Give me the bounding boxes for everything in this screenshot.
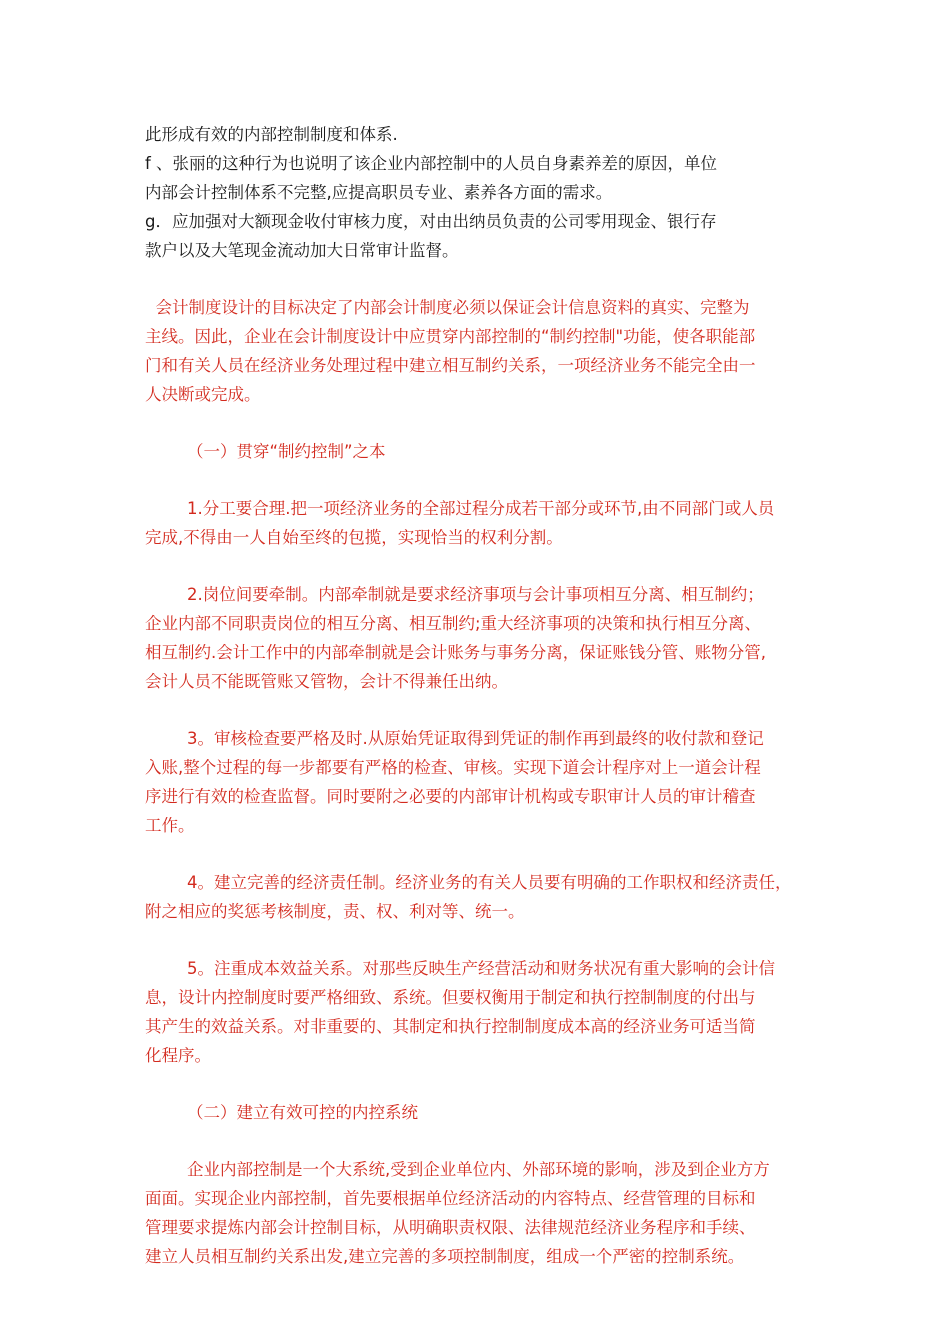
text-line: 入账,整个过程的每一步都要有严格的检查、审核。实现下道会计程序对上一道会计程 [145,758,761,777]
document-page [145,120,825,1271]
text-line: 企业内部不同职责岗位的相互分离、相互制约;重大经济事项的决策和执行相互分离、 [145,614,762,633]
paragraph-item-4 [145,868,825,926]
paragraph-design-goal [145,293,825,409]
paragraph-system [145,1155,825,1271]
text-line: 其产生的效益关系。对非重要的、其制定和执行控制制度成本高的经济业务可适当简 [145,1017,756,1036]
text-line: 附之相应的奖惩考核制度，责、权、利对等、统一。 [145,902,525,921]
section-heading-2 [145,1098,825,1127]
text-line: g．应加强对大额现金收付审核力度，对由出纳员负责的公司零用现金、银行存 [145,212,717,231]
text-line: （二）建立有效可控的内控系统 [145,1103,418,1122]
text-line: 会计人员不能既管账又管物，会计不得兼任出纳。 [145,672,508,691]
text-line: 5。注重成本效益关系。对那些反映生产经营活动和财务状况有重大影响的会计信 [145,959,775,978]
text-line: 管理要求提炼内部会计控制目标，从明确职责权限、法律规范经济业务程序和手续、 [145,1218,756,1237]
text-line: 1.分工要合理.把一项经济业务的全部过程分成若干部分或环节,由不同部门或人员 [145,499,775,518]
text-line: 主线。因此，企业在会计制度设计中应贯穿内部控制的“制约控制"功能，使各职能部 [145,327,756,346]
paragraph-internal-control-conclusion [145,120,825,265]
text-line: 4。建立完善的经济责任制。经济业务的有关人员要有明确的工作职权和经济责任， [145,873,792,892]
paragraph-item-2 [145,580,825,696]
text-line: 内部会计控制体系不完整,应提高职员专业、素养各方面的需求。 [145,183,613,202]
paragraph-item-5 [145,954,825,1070]
text-line: 建立人员相互制约关系出发,建立完善的多项控制制度，组成一个严密的控制系统。 [145,1247,745,1266]
text-line: 3。审核检查要严格及时.从原始凭证取得到凭证的制作再到最终的收付款和登记 [145,729,764,748]
text-line: 门和有关人员在经济业务处理过程中建立相互制约关系，一项经济业务不能完全由一 [145,356,756,375]
text-line: 息，设计内控制度时要严格细致、系统。但要权衡用于制定和执行控制制度的付出与 [145,988,756,1007]
text-line: 会计制度设计的目标决定了内部会计制度必须以保证会计信息资料的真实、完整为 [145,298,750,317]
section-heading-1 [145,437,825,466]
text-line: 人决断或完成。 [145,385,261,404]
text-line: （一）贯穿“制约控制”之本 [145,442,386,461]
text-line: 款户以及大笔现金流动加大日常审计监督。 [145,241,459,260]
text-line: 序进行有效的检查监督。同时要附之必要的内部审计机构或专职审计人员的审计稽查 [145,787,756,806]
text-line: 面面。实现企业内部控制，首先要根据单位经济活动的内容特点、经营管理的目标和 [145,1189,756,1208]
text-line: 此形成有效的内部控制制度和体系. [145,125,398,144]
paragraph-item-3 [145,724,825,840]
text-line: 2.岗位间要牵制。内部牵制就是要求经济事项与会计事项相互分离、相互制约； [145,585,764,604]
text-line: 企业内部控制是一个大系统,受到企业单位内、外部环境的影响，涉及到企业方方 [145,1160,770,1179]
text-line: 相互制约.会计工作中的内部牵制就是会计账务与事务分离，保证账钱分管、账物分管, [145,643,766,662]
paragraph-item-1 [145,494,825,552]
text-line: 完成,不得由一人自始至终的包揽，实现恰当的权利分割。 [145,528,563,547]
text-line: f 、张丽的这种行为也说明了该企业内部控制中的人员自身素养差的原因，单位 [145,154,718,173]
text-line: 化程序。 [145,1046,211,1065]
text-line: 工作。 [145,816,195,835]
